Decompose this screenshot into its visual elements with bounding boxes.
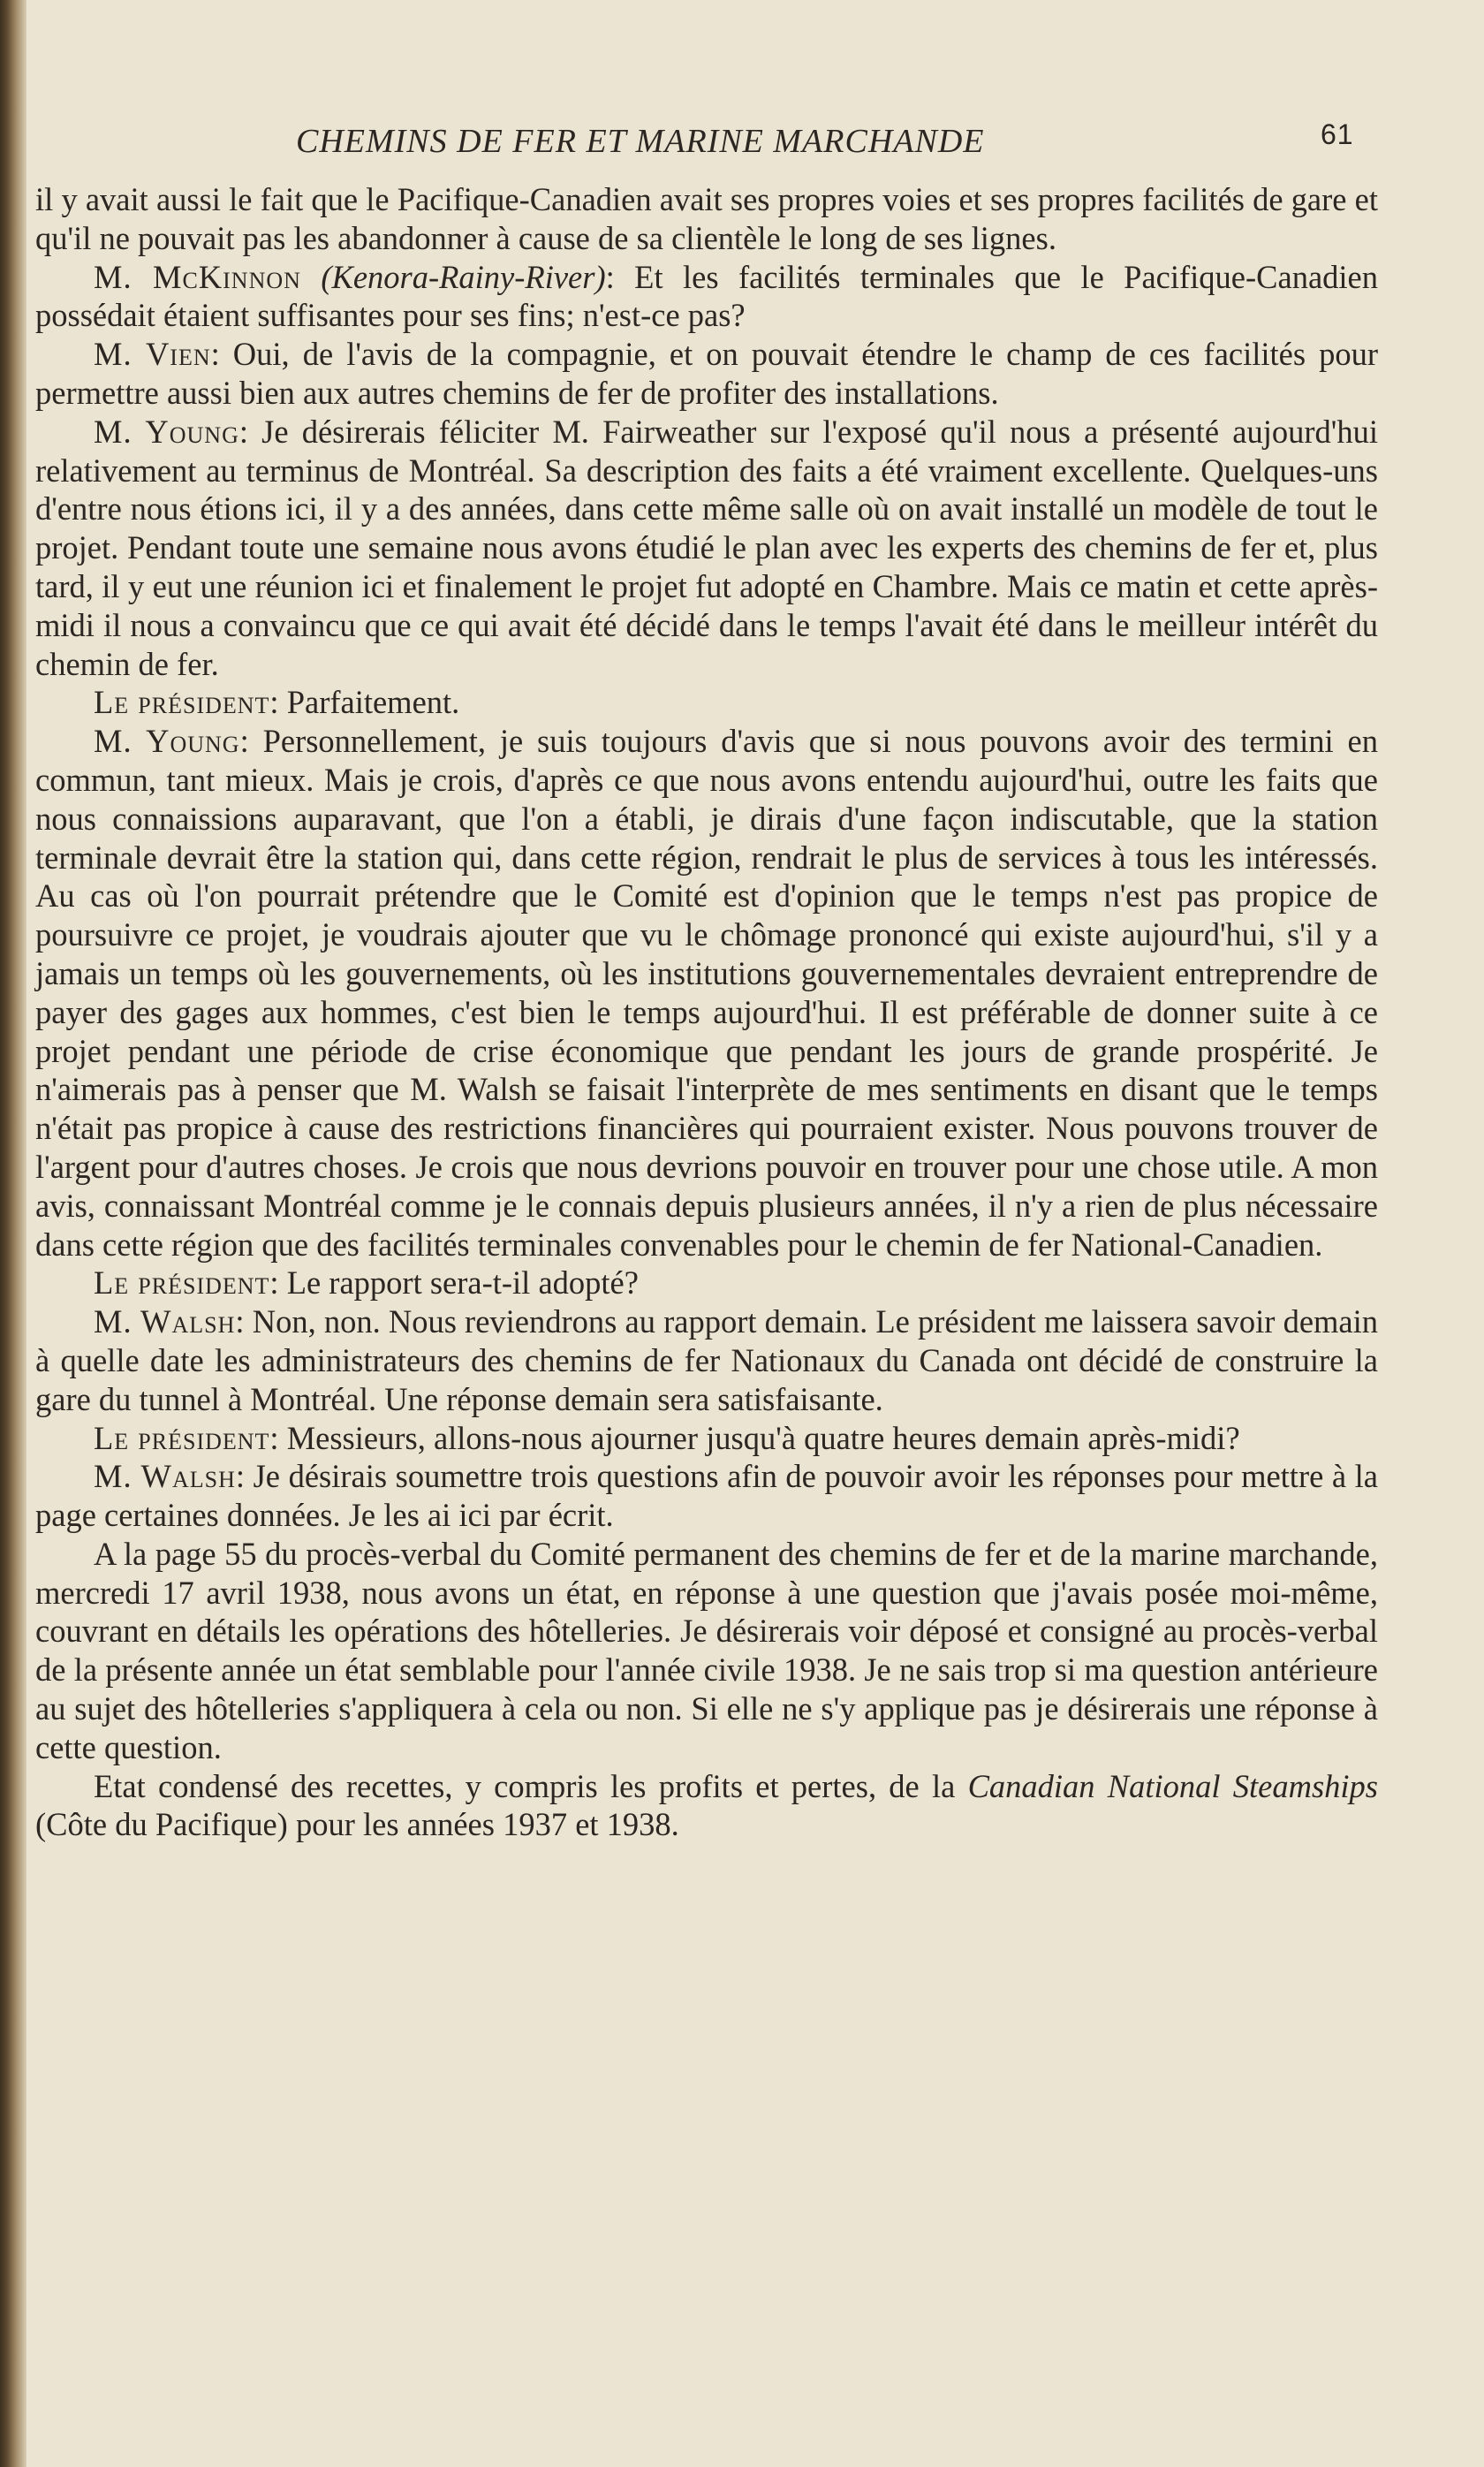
paragraph-text: il y avait aussi le fait que le Pacifique-Canadien avait ses propres voies et ses propres facilités de gare et qu'il ne pouvait pas les abandonner à cause de sa clientèle le long de ses lignes. [35,181,1378,256]
paragraph-7 [35,1264,1378,1302]
paragraph-6 [35,722,1378,1264]
paragraph-text: : Le rapport sera-t-il adopté? [269,1264,639,1302]
body-text [35,180,1378,1844]
speaker-name: M. McKinnon [94,258,301,295]
paragraph-text: : Non, non. Nous reviendrons au rapport demain. Le président me laissera savoir demain à quelle date les administrateurs des chemins de fer Nationaux du Canada ont décidé de construire la gare du tunnel à Montréal. Une réponse demain sera satisfaisante. [35,1303,1379,1417]
paragraph-text: : Je désirerais féliciter M. Fairweather sur l'exposé qu'il nous a présenté aujourd'hui relativement au terminus de Montréal. Sa description des faits a été vraiment excellente. Quelques-uns d'entre nous étions ici, il y a des années, dans cette même salle où on avait installé un modèle de tout le projet. Pendant toute une semaine nous avons étudié le plan avec les experts des chemins de fer et, plus tard, il y eut une réunion ici et finalement le projet fut adopté en Chambre. Mais ce matin et cette après-midi il nous a convaincu que ce qui avait été décidé dans le temps l'avait été dans le meilleur intérêt du chemin de fer. [35,413,1378,682]
speaker-name: M. Young [94,413,239,450]
paragraph-11 [35,1535,1378,1767]
paragraph-text: (Côte du Pacifique) pour les années 1937 et 1938. [35,1806,679,1843]
paragraph-text: : Oui, de l'avis de la compagnie, et on pouvait étendre le champ de ces facilités pour permettre aussi bien aux autres chemins de fer de profiter des installations. [35,336,1378,411]
paragraph-text: : Je désirais soumettre trois questions afin de pouvoir avoir les réponses pour mettre à la page certaines données. Je les ai ici par écrit. [35,1458,1379,1534]
paragraph-4 [35,413,1378,684]
page-header [35,106,1378,177]
speaker-name: Le président [94,1419,270,1456]
paragraph-10 [35,1457,1378,1535]
speaker-riding: (Kenora-Rainy-River) [321,258,606,295]
paragraph-text: A la page 55 du procès-verbal du Comité permanent des chemins de fer et de la marine marchande, mercredi 17 avril 1938, nous avons un état, en réponse à une question que j'avais posée moi-même, couvrant en détails les opérations des hôtelleries. Je désirerais voir déposé et consigné au procès-verbal de la présente année un état semblable pour l'année civile 1938. Je ne sais trop si ma question antérieure au sujet des hôtelleries s'appliquera à cela ou non. Si elle ne s'y applique pas je désirerais une réponse à cette question. [35,1535,1378,1765]
paragraph-9 [35,1419,1378,1458]
page-binding-edge [0,0,26,2467]
paragraph-12 [35,1767,1378,1845]
running-title: CHEMINS DE FER ET MARINE MARCHANDE [296,123,985,160]
speaker-name: M. Vien [94,336,211,373]
paragraph-2 [35,258,1378,336]
paragraph-text: : Et les facilités terminales que le Pacifique-Canadien possédait étaient suffisantes pour ses fins; n'est-ce pas? [35,258,1378,334]
paragraph-text: : Parfaitement. [269,684,460,721]
speaker-name: M. Walsh [94,1458,236,1495]
paragraph-text: : Messieurs, allons-nous ajourner jusqu'à quatre heures demain après-midi? [269,1419,1240,1456]
page-number: 61 [1321,118,1354,150]
paragraph-5 [35,683,1378,722]
paragraph-3 [35,335,1378,413]
document-page [35,106,1378,1844]
paragraph-text: : Personnellement, je suis toujours d'avis que si nous pouvons avoir des termini en commun, tant mieux. Mais je crois, d'après ce que nous avons entendu aujourd'hui, outre les faits que nous connaissions auparavant, que l'on a établi, je dirais d'une façon indiscutable, que la station terminale devrait être la station qui, dans cette région, rendrait le plus de services à tous les intéressés. Au cas où l'on pourrait prétendre que le Comité est d'opinion que le temps n'est pas propice de poursuivre ce projet, je voudrais ajouter que vu le chômage prononcé qui existe aujourd'hui, s'il y a jamais un temps où les gouvernements, où les institutions gouvernementales devraient entreprendre de payer des gages aux hommes, c'est bien le temps aujourd'hui. Il est préférable de donner suite à ce projet pendant une période de crise économique que pendant les jours de grande prospérité. Je n'aimerais pas à penser que M. Walsh se faisait l'interprète de mes sentiments en disant que le temps n'était pas propice à cause des restrictions financières qui pourraient exister. Nous pouvons trouver de l'argent pour d'autres choses. Je crois que nous devrions pouvoir en trouver pour une chose utile. A mon avis, connaissant Montréal comme je le connais depuis plusieurs années, il n'y a rien de plus nécessaire dans cette région que des facilités terminales convenables pour le chemin de fer National-Canadien. [35,723,1378,1263]
speaker-name: M. Walsh [94,1303,236,1340]
speaker-name: M. Young [94,723,240,760]
ship-company-name: Canadian National Steamships [967,1767,1379,1804]
paragraph-8 [35,1302,1378,1418]
speaker-name: Le président [94,1264,270,1302]
speaker-name: Le président [94,684,270,721]
paragraph-1 [35,180,1378,258]
paragraph-text: Etat condensé des recettes, y compris les profits et pertes, de la [94,1767,956,1804]
